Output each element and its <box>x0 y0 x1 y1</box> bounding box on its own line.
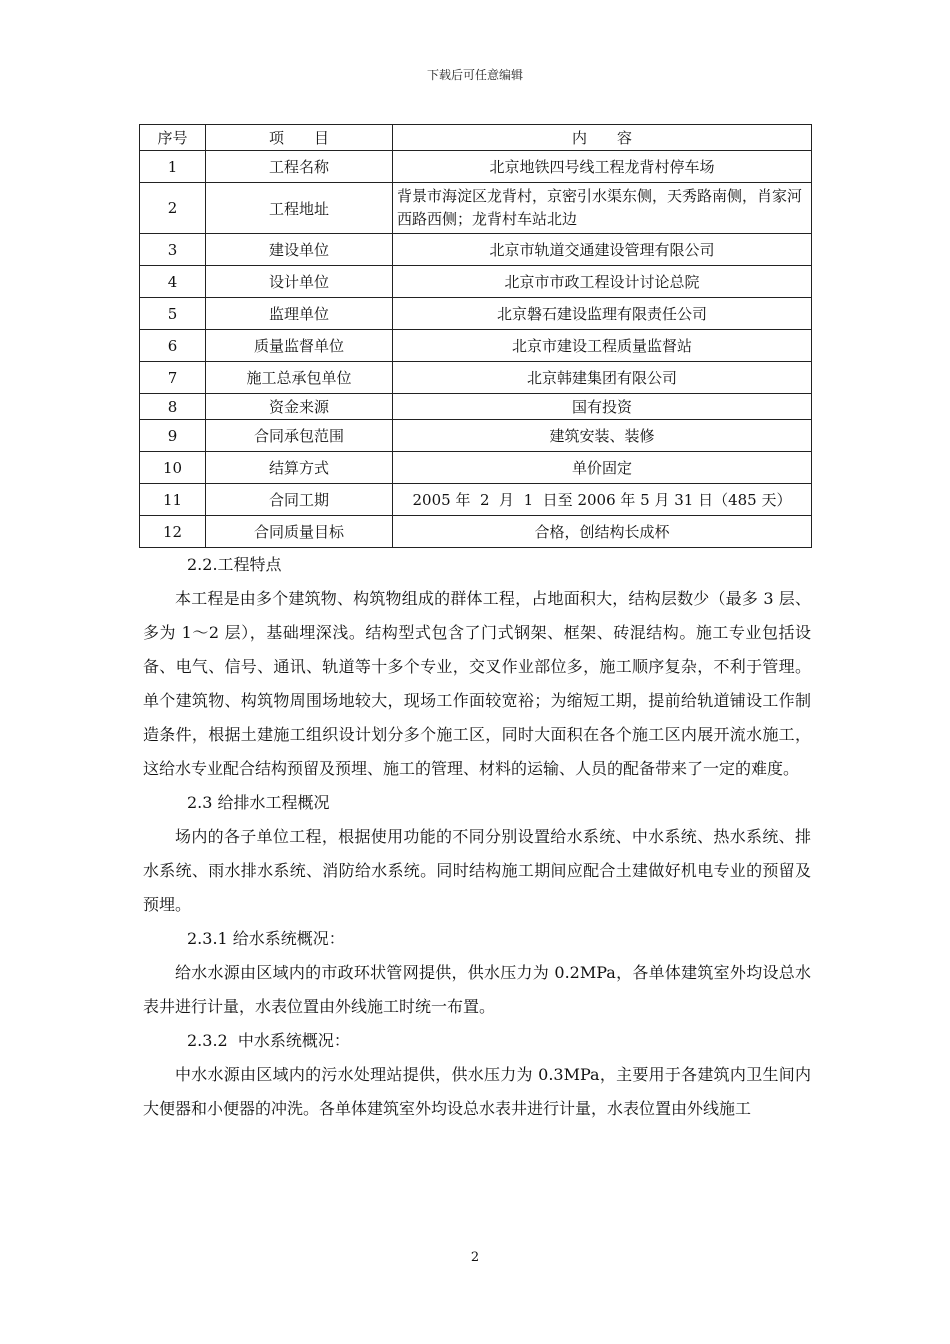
row-item: 合同承包范围 <box>206 420 393 452</box>
table-row <box>140 420 812 452</box>
section-2-3-1-title: 2.3.1 给水系统概况： <box>187 929 345 948</box>
page-number: 2 <box>470 1250 480 1265</box>
row-index: 2 <box>140 183 206 234</box>
row-content: 建筑安装、装修 <box>393 420 812 452</box>
page-header: 下载后可任意编辑 <box>426 68 523 82</box>
table-row <box>140 484 812 516</box>
row-item: 结算方式 <box>206 452 393 484</box>
section-2-3-2-paragraph: 中水水源由区域内的污水处理站提供，供水压力为 0.3MPa，主要用于各建筑内卫生间内大便器和小便器的冲洗。各单体建筑室外均设总水表井进行计量，水表位置由外线施工 <box>143 1065 811 1118</box>
header-content: 内 容 <box>393 125 812 151</box>
row-index: 7 <box>140 362 206 394</box>
row-index: 4 <box>140 266 206 298</box>
row-item: 质量监督单位 <box>206 330 393 362</box>
row-content: 国有投资 <box>393 394 812 420</box>
row-index: 10 <box>140 452 206 484</box>
table-row <box>140 516 812 548</box>
row-item: 建设单位 <box>206 234 393 266</box>
row-index: 3 <box>140 234 206 266</box>
row-item: 工程名称 <box>206 151 393 183</box>
table-row <box>140 330 812 362</box>
row-content: 北京磐石建设监理有限责任公司 <box>393 298 812 330</box>
row-index: 6 <box>140 330 206 362</box>
table-header-row <box>140 125 812 151</box>
table-row <box>140 452 812 484</box>
header-index: 序号 <box>140 125 206 151</box>
row-item: 监理单位 <box>206 298 393 330</box>
row-item: 工程地址 <box>206 183 393 234</box>
row-content: 单价固定 <box>393 452 812 484</box>
row-content: 北京市轨道交通建设管理有限公司 <box>393 234 812 266</box>
row-content: 北京市市政工程设计讨论总院 <box>393 266 812 298</box>
row-content: 背景市海淀区龙背村，京密引水渠东侧，天秀路南侧，肖家河西路西侧；龙背村车站北边 <box>393 183 812 234</box>
row-item: 设计单位 <box>206 266 393 298</box>
section-2-2-paragraph: 本工程是由多个建筑物、构筑物组成的群体工程，占地面积大，结构层数少（最多 3 层、多为 1～2 层），基础埋深浅。结构型式包含了门式钢架、框架、砖混结构。施工专业包括设备、电气、信号、通讯、轨道等十多个专业，交叉作业部位多，施工顺序复杂，不利于管理。单个建筑物、构筑物周围场地较大，现场工作面较宽裕；为缩短工期，提前给轨道铺设工作制造条件，根据土建施工组织设计划分多个施工区，同时大面积在各个施工区内展开流水施工，这给水专业配合结构预留及预埋、施工的管理、材料的运输、人员的配备带来了一定的难度。 <box>143 589 811 778</box>
row-index: 11 <box>140 484 206 516</box>
table-row <box>140 151 812 183</box>
table-row <box>140 298 812 330</box>
row-index: 5 <box>140 298 206 330</box>
table-row <box>140 266 812 298</box>
row-content: 合格，创结构长成杯 <box>393 516 812 548</box>
project-info-table <box>139 124 812 548</box>
table-row <box>140 394 812 420</box>
row-item: 合同质量目标 <box>206 516 393 548</box>
section-2-3-paragraph: 场内的各子单位工程，根据使用功能的不同分别设置给水系统、中水系统、热水系统、排水系统、雨水排水系统、消防给水系统。同时结构施工期间应配合土建做好机电专业的预留及预埋。 <box>143 827 811 914</box>
row-content: 北京韩建集团有限公司 <box>393 362 812 394</box>
row-index: 9 <box>140 420 206 452</box>
row-index: 8 <box>140 394 206 420</box>
row-content: 北京市建设工程质量监督站 <box>393 330 812 362</box>
header-item: 项 目 <box>206 125 393 151</box>
table-row <box>140 234 812 266</box>
section-2-3-title: 2.3 给排水工程概况 <box>187 793 330 812</box>
row-index: 1 <box>140 151 206 183</box>
section-2-3-1-paragraph: 给水水源由区域内的市政环状管网提供，供水压力为 0.2MPa，各单体建筑室外均设总水表井进行计量，水表位置由外线施工时统一布置。 <box>143 963 811 1016</box>
row-content: 2005 年 2 月 1 日至 2006 年 5 月 31 日（485 天） <box>393 484 812 516</box>
row-index: 12 <box>140 516 206 548</box>
row-content: 北京地铁四号线工程龙背村停车场 <box>393 151 812 183</box>
table-row <box>140 362 812 394</box>
document-body <box>143 548 811 1126</box>
section-2-3-2-title: 2.3.2 中水系统概况： <box>187 1031 350 1050</box>
section-2-2-title: 2.2.工程特点 <box>187 555 282 574</box>
table-row <box>140 183 812 234</box>
row-item: 合同工期 <box>206 484 393 516</box>
row-item: 施工总承包单位 <box>206 362 393 394</box>
row-item: 资金来源 <box>206 394 393 420</box>
